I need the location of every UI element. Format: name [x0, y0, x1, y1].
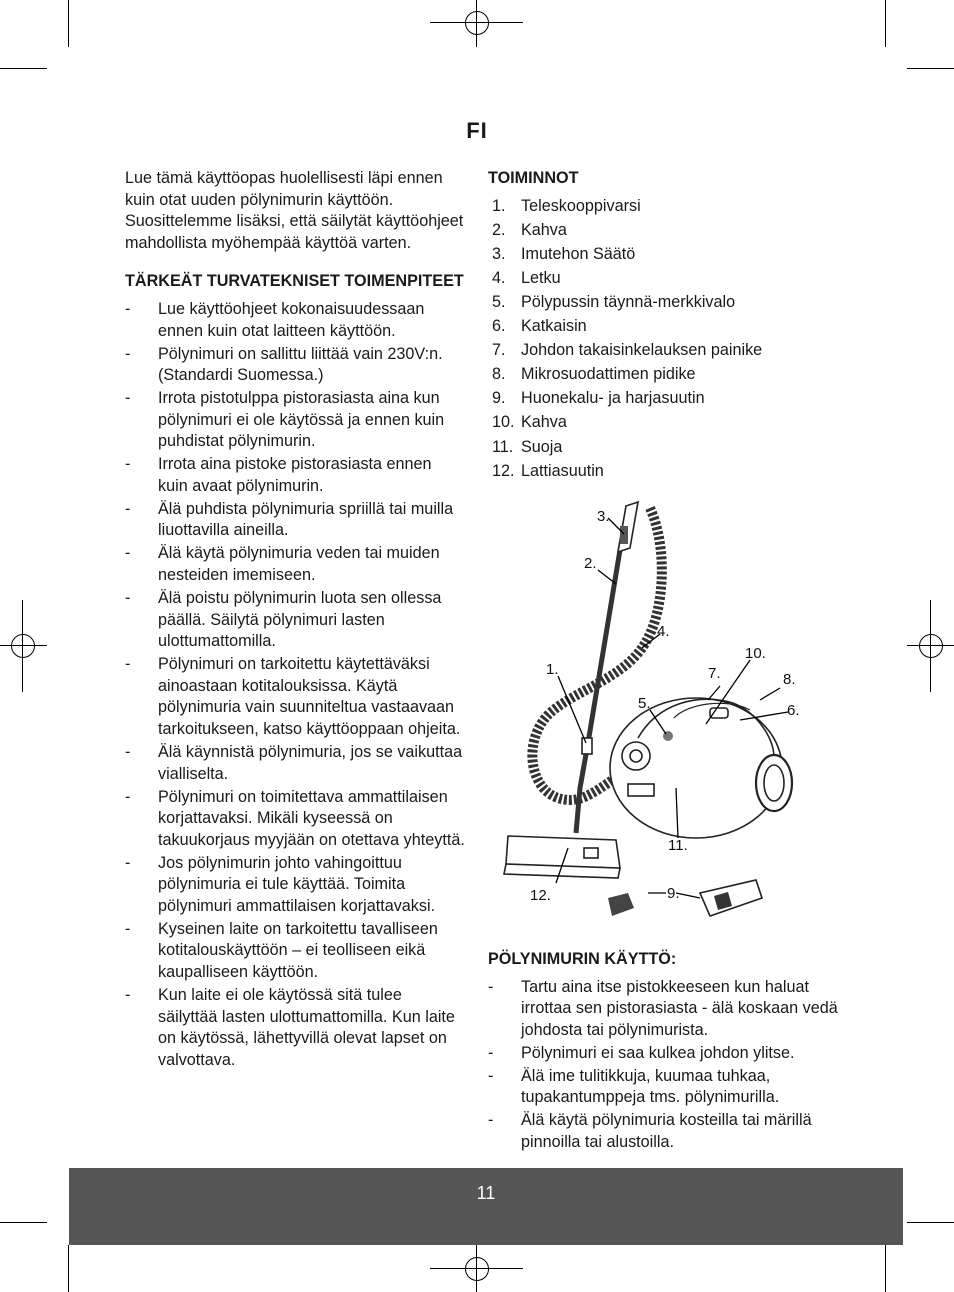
list-item: - Älä käynnistä pölynimuria, jos se vaikuttaa vialliselta. [125, 742, 463, 783]
page-footer [69, 1168, 903, 1245]
list-item: - Älä ime tulitikkuja, kuumaa tuhkaa, tupakantumppeja tms. pölynimurilla. [488, 1066, 780, 1107]
list-item: 8. Mikrosuodattimen pidike [492, 365, 696, 384]
page-number: 11 [476, 1183, 496, 1203]
list-item: - Lue käyttöohjeet kokonaisuudessaan ennen kuin otat laitteen käyttöön. [125, 299, 425, 340]
list-item: - Pölynimuri on tarkoitettu käytettäväksi ainoastaan kotitalouksissa. Käytä pölynimuria vain suunniteltua vastaavaan tarkoitukseen, katso käyttöoppaan ohjeita. [125, 655, 461, 738]
list-item: 12. Lattiasuutin [492, 461, 604, 480]
list-item: - Kyseinen laite on tarkoitettu tavalliseen kotitalouskäyttöön – ei teolliseen eikä kaupalliseen käyttöön. [125, 919, 438, 982]
functions-heading: TOIMINNOT [488, 169, 579, 187]
left-column [125, 168, 465, 1073]
crop-mark [68, 0, 69, 47]
list-item: 4. Letku [492, 268, 561, 287]
intro-paragraph: Lue tämä käyttöopas huolellisesti läpi ennen kuin otat uuden pölynimurin käyttöön. Suosittelemme lisäksi, että säilytät käyttöohjeet mahdollista myöhempää käyttöä varten. [125, 169, 464, 252]
safety-list [125, 299, 465, 1071]
list-item: 6. Katkaisin [492, 317, 587, 336]
list-item: 7. Johdon takaisinkelauksen painike [492, 341, 763, 360]
list-item: - Pölynimuri ei saa kulkea johdon ylitse. [488, 1043, 795, 1062]
list-item: - Älä poistu pölynimurin luota sen ollessa päällä. Säilytä pölynimuri lasten ulottumattomilla. [125, 589, 442, 651]
list-item: 2. Kahva [492, 220, 567, 239]
crop-mark [907, 68, 954, 69]
list-item: - Älä puhdista pölynimuria spriillä tai muilla liuottavilla aineilla. [125, 499, 454, 540]
list-item: 10. Kahva [492, 413, 567, 432]
list-item: - Irrota pistotulppa pistorasiasta aina kun pölynimuri ei ole käytössä ja ennen kuin puhdistat pölynimurin. [125, 389, 445, 451]
crop-mark [885, 0, 886, 47]
crop-mark [68, 1245, 69, 1292]
list-item: - Pölynimuri on sallittu liittää vain 230V:n. (Standardi Suomessa.) [125, 344, 443, 385]
list-item: - Pölynimuri on toimitettava ammattilaisen korjattavaksi. Mikäli kyseessä on takuukorjaus myyjään on otettava yhteyttä. [125, 787, 465, 849]
diagram-label-6: 6. [787, 702, 800, 719]
usage-list [488, 977, 838, 1154]
diagram-label-8: 8. [783, 671, 796, 688]
list-item: - Älä käytä pölynimuria kosteilla tai märillä pinnoilla tai alustoilla. [488, 1111, 812, 1151]
diagram-label-12: 12. [530, 887, 551, 904]
list-item: - Irrota aina pistoke pistorasiasta ennen kuin avaat pölynimurin. [125, 455, 432, 495]
diagram-label-4: 4. [657, 623, 670, 640]
crop-mark [907, 1222, 954, 1223]
diagram-label-2: 2. [584, 555, 597, 572]
list-item: - Tartu aina itse pistokkeeseen kun haluat irrottaa sen pistorasiasta - älä koskaan vedä johdosta tai pölynimurista. [488, 977, 838, 1039]
crop-mark [0, 68, 47, 69]
vacuum-cleaner-diagram [488, 488, 800, 928]
language-heading: FI [466, 118, 488, 143]
safety-heading: TÄRKEÄT TURVATEKNISET TOIMENPITEET [125, 272, 464, 291]
list-item: 11. Suoja [492, 437, 563, 456]
accessory-crevice-illustration [700, 880, 762, 916]
accessory-brush-illustration [608, 893, 634, 916]
diagram-label-5: 5. [638, 695, 651, 712]
list-item: 1. Teleskooppivarsi [492, 196, 641, 215]
right-column [488, 168, 838, 485]
diagram-label-3: 3. [597, 508, 610, 525]
crop-mark [885, 1245, 886, 1292]
diagram-label-11: 11. [668, 837, 688, 854]
list-item: - Älä käytä pölynimuria veden tai muiden nesteiden imemiseen. [125, 544, 440, 585]
crop-mark [0, 1222, 47, 1223]
diagram-label-9: 9. [667, 885, 680, 902]
list-item: - Kun laite ei ole käytössä sitä tulee säilyttää lasten ulottumattomilla. Kun laite on käytössä, lähettyvillä olevat lapset on valvottava. [125, 986, 455, 1069]
diagram-label-7: 7. [708, 665, 721, 682]
usage-heading: PÖLYNIMURIN KÄYTTÖ: [488, 950, 677, 968]
list-item: 9. Huonekalu- ja harjasuutin [492, 389, 705, 408]
list-item: 5. Pölypussin täynnä-merkkivalo [492, 292, 736, 311]
diagram-label-10: 10. [745, 645, 766, 662]
functions-list [492, 196, 838, 483]
diagram-label-1: 1. [546, 661, 559, 678]
list-item: 3. Imutehon Säätö [492, 244, 636, 263]
list-item: - Jos pölynimurin johto vahingoittuu pölynimuria ei tule käyttää. Toimita pölynimuri ammattilaisen korjattavaksi. [125, 853, 436, 915]
usage-section [488, 949, 838, 1155]
